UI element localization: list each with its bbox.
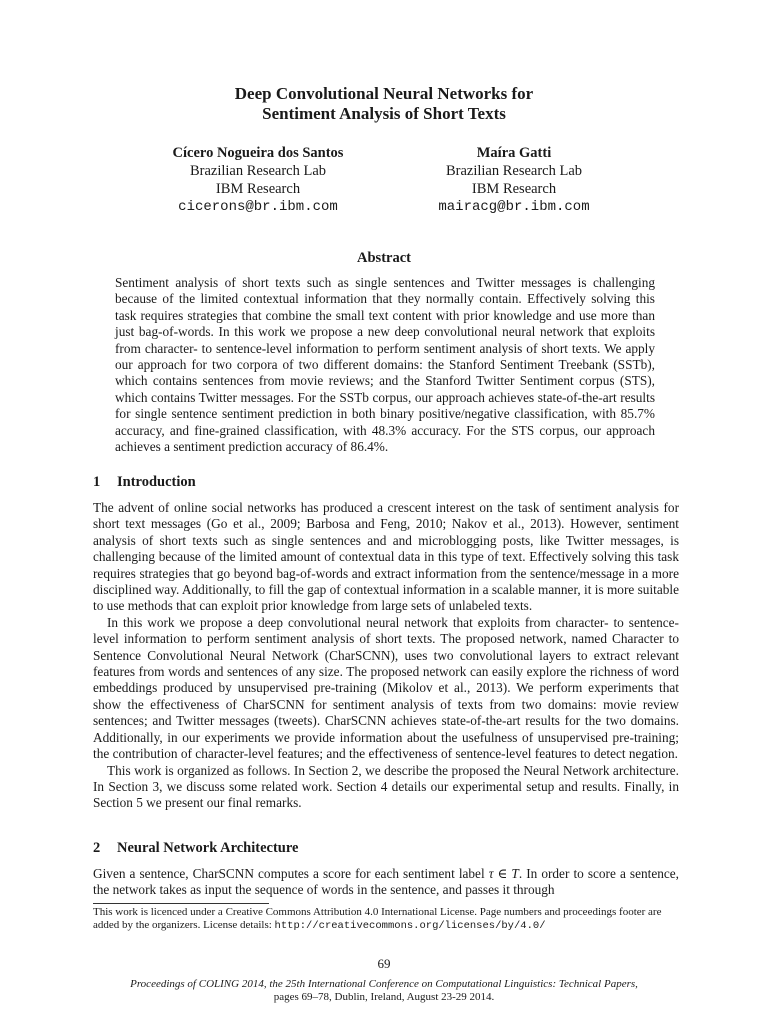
footnote-divider [93,903,269,904]
author-email: cicerons@br.ibm.com [178,199,338,215]
author-name: Cícero Nogueira dos Santos [172,145,344,161]
license-url-link[interactable]: http://creativecommons.org/licenses/by/4.0/ [274,920,546,932]
paragraph: The advent of online social networks has produced a crescent interest on the task of sentiment analysis for short text messages (Go et al., 2009; Barbosa and Feng, 2010; Nakov et al., 2013). However, sentiment analysis of short texts such as single sentences and and microblogging posts, like Twitter messages, is challenging because of the limited amount of contextual data in this type of text. Effectively solving this task requires strategies that go beyond bag-of-words and extract information from the sentence/message in a more disciplined way. Additionally, to fill the gap of contextual information in a scalable manner, it is more suitable to use methods that can exploit prior knowledge from large sets of unlabeled texts. [93,500,679,614]
section-heading-introduction [93,474,196,491]
proceedings-footer [0,978,768,1004]
paragraph: This work is organized as follows. In Section 2, we describe the proposed the Neural Network architecture. In Section 3, we discuss some related work. Section 4 details our experimental setup and results. Finally, in Section 5 we present our final remarks. [93,762,679,811]
math-expression: τ ∈ T [488,866,519,881]
introduction-body [93,500,679,812]
section-title: Neural Network Architecture [117,840,299,856]
paragraph: In this work we propose a deep convolutional neural network that exploits from character- to sentence-level information to perform sentiment analysis of short texts. The proposed network, named Character to Sentence Convolutional Neural Network (CharSCNN), uses two convolutional layers to extract relevant features from words and sentences of any size. The proposed network can easily explore the richness of word embeddings produced by unsupervised pre-training (Mikolov et al., 2013). We perform experiments that show the effectiveness of CharSCNN for sentiment analysis of texts from two domains: movie review sentences; and Twitter messages (tweets). CharSCNN achieves state-of-the-art results for the two domains. Additionally, in our experiments we provide information about the usefulness of unsupervised pre-training; the contribution of character-level features; and the effectiveness of sentence-level features to detect negation. [93,614,679,762]
author-block-1 [128,144,388,216]
author-block-2 [384,144,644,216]
text-segment: Given a sentence, CharSCNN computes a score for each sentiment label [93,866,489,881]
abstract-text: Sentiment analysis of short texts such as single sentences and Twitter messages is challenging because of the limited contextual information that they normally contain. Effectively solving this task requires strategies that combine the small text content with prior knowledge and use more than just bag-of-words. In this work we propose a new deep convolutional neural network that exploits from character- to sentence-level information to perform sentiment analysis of short texts. We apply our approach for two corpora of two different domains: the Stanford Sentiment Treebank (SSTb), which contains sentences from movie reviews; and the Stanford Twitter Sentiment corpus (STS), which contains Twitter messages. For the SSTb corpus, our approach achieves state-of-the-art results for single sentence sentiment prediction in both binary positive/negative classification, with 85.7% accuracy, and fine-grained classification, with 48.3% accuracy. For the STS corpus, our approach achieves a sentiment prediction accuracy of 86.4%. [115,275,655,455]
paper-title-line2: Sentiment Analysis of Short Texts [262,104,506,123]
section-heading-architecture [93,840,298,857]
paragraph [93,866,679,899]
author-name: Maíra Gatti [476,145,552,161]
architecture-body [93,866,679,899]
proceedings-line: Proceedings of COLING 2014, the 25th International Conference on Computational Linguistics: Technical Papers, [130,978,638,990]
footnote-text: This work is licenced under a Creative Commons Attribution 4.0 International License. Page numbers and proceedings footer are added by the organizers. License details: [93,906,662,931]
author-affiliation: IBM Research [471,181,557,197]
author-affiliation: Brazilian Research Lab [445,163,583,179]
author-email: mairacg@br.ibm.com [438,199,590,215]
section-number: 2 [93,840,101,856]
author-affiliation: Brazilian Research Lab [189,163,327,179]
section-title: Introduction [117,474,196,490]
paper-title-line1: Deep Convolutional Neural Networks for [234,84,534,103]
section-number: 1 [93,474,101,490]
author-affiliation: IBM Research [215,181,301,197]
text-segment: . In order to score a sentence, the network takes as input the sequence of words in the sentence, and passes it through [93,866,679,898]
proceedings-line: pages 69–78, Dublin, Ireland, August 23-29 2014. [273,991,495,1003]
abstract-heading: Abstract [357,250,411,266]
page-number: 69 [377,956,391,971]
footnote [93,906,679,933]
